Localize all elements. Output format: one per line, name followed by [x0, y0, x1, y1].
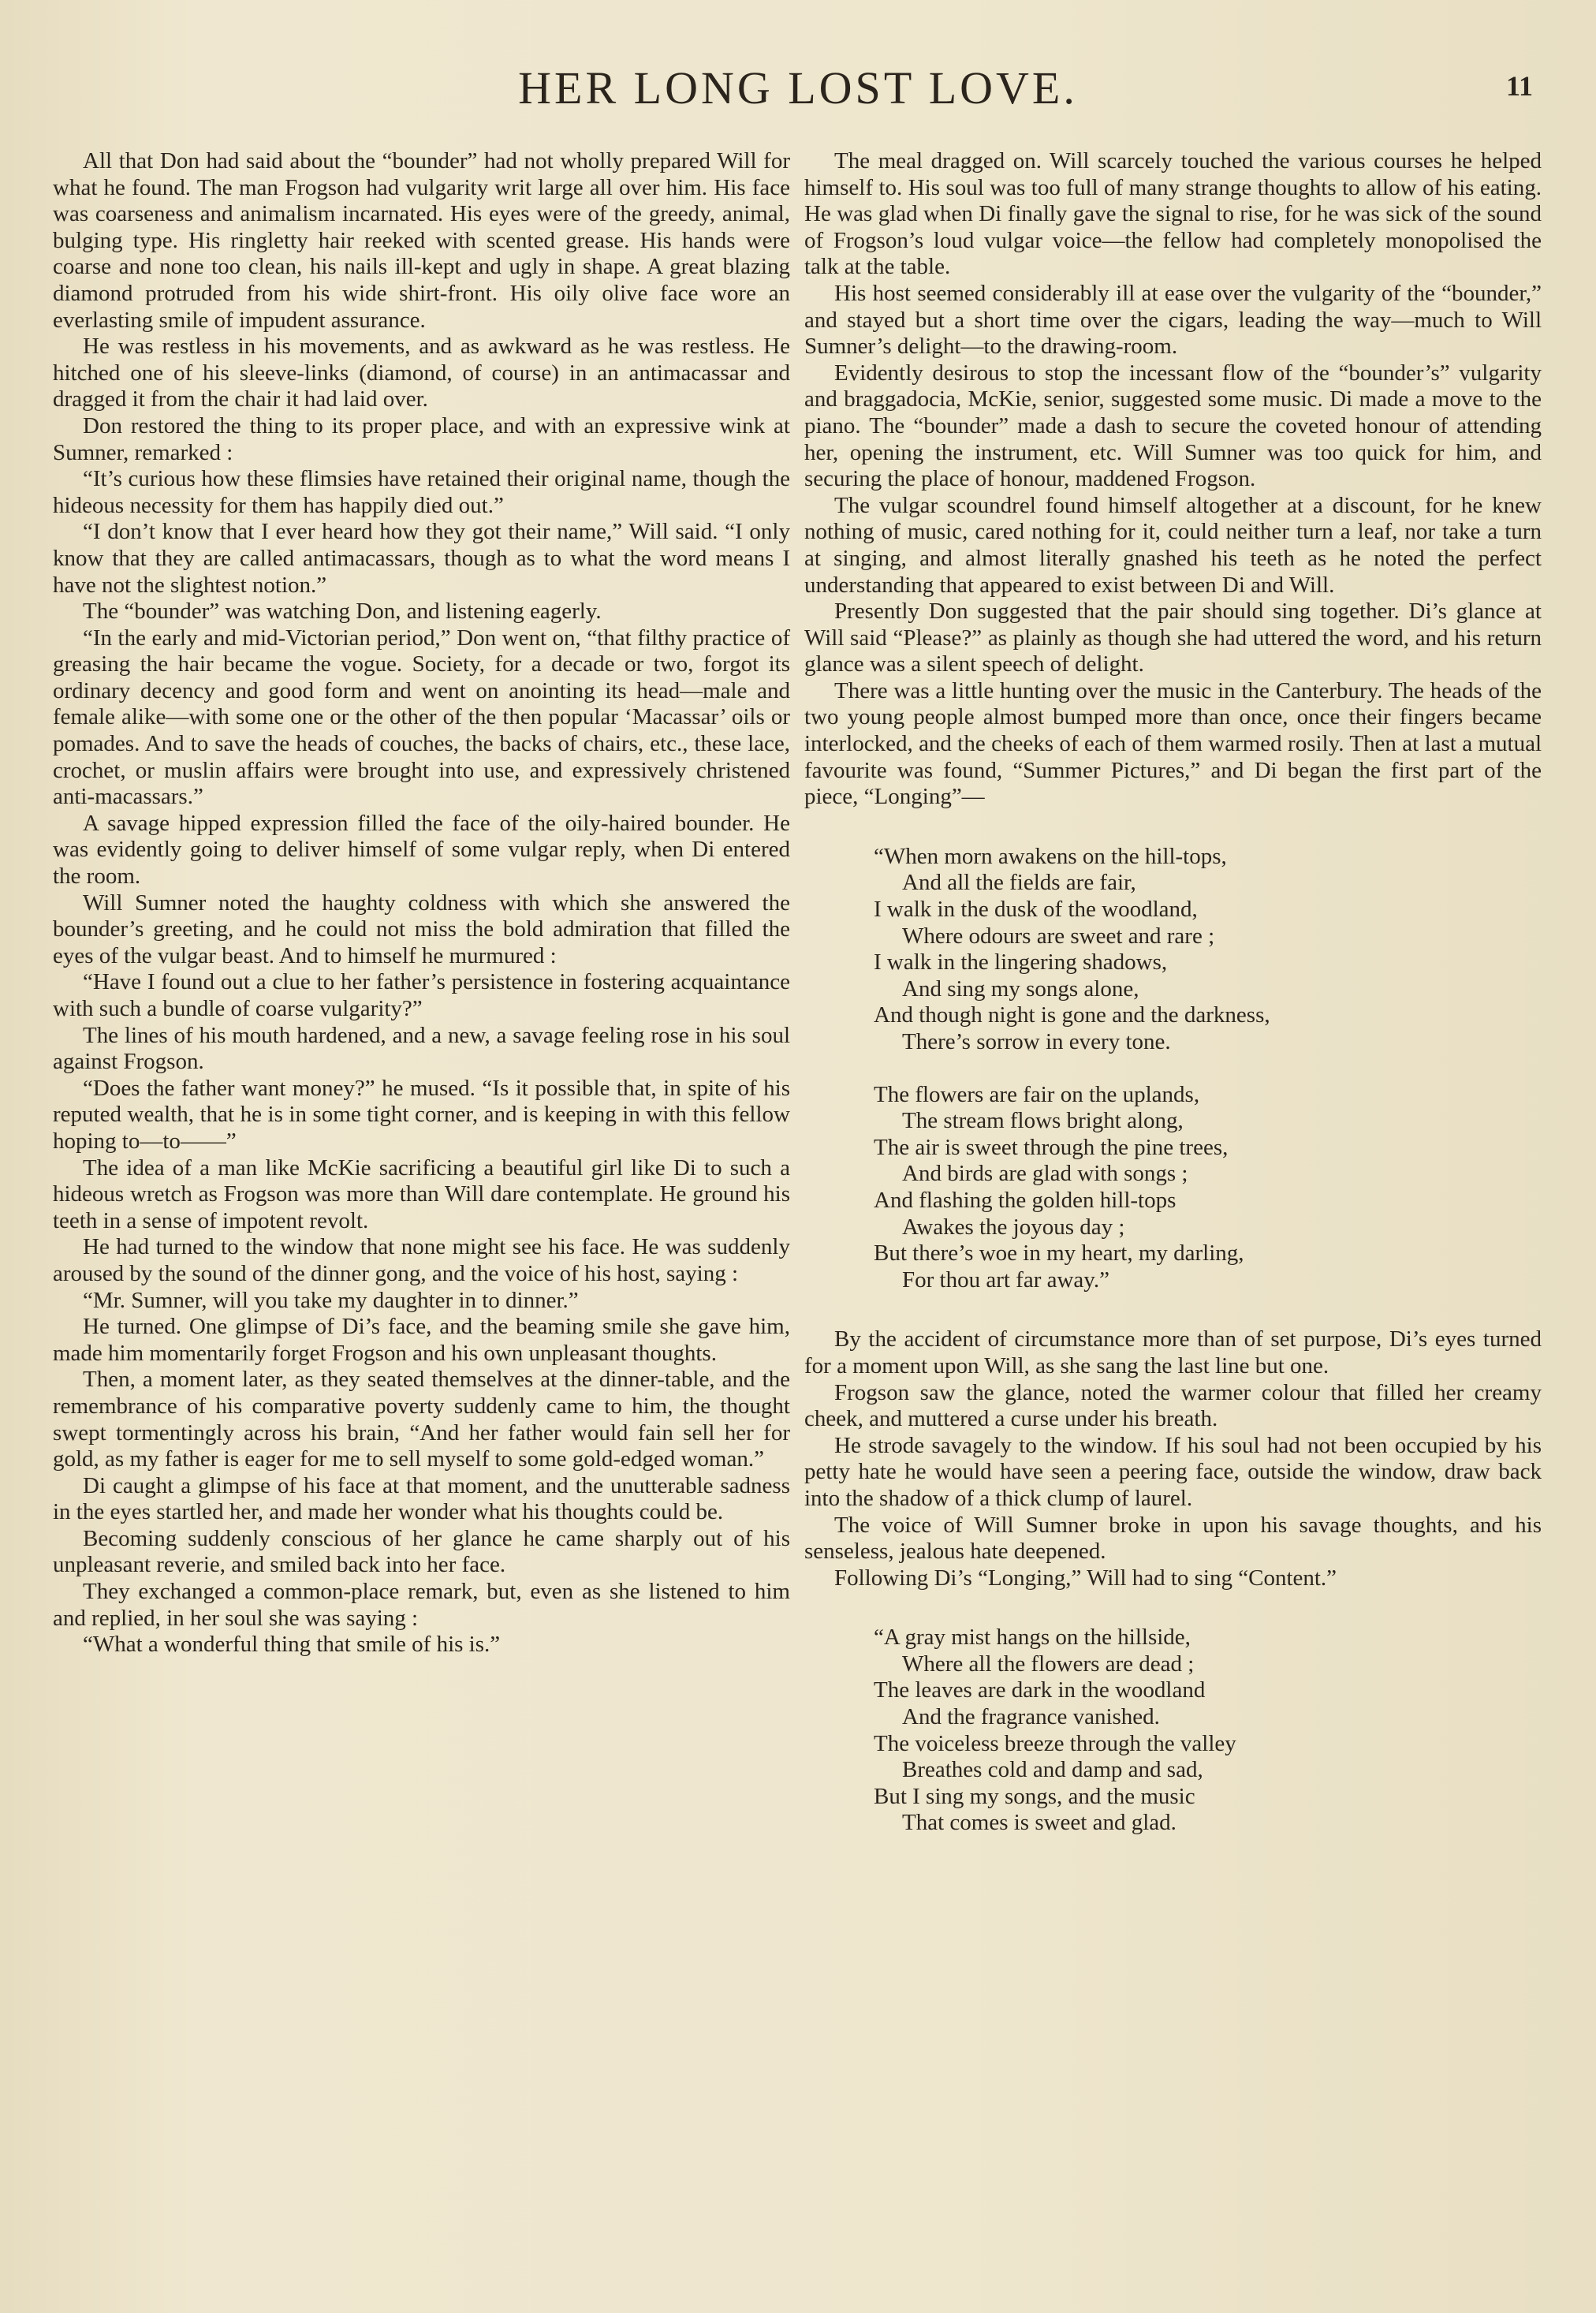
right-column: [804, 148, 1542, 1870]
poem-line: But I sing my songs, and the music: [874, 1783, 1195, 1809]
paragraph: “In the early and mid-Victorian period,” Don went on, “that filthy practice of greasing the hair became the vogue. Society, for a decade or two, forgot its ordinary decency and good form and went on anointing its head—male and female alike—with some one or the other of the then popular ‘Macassar’ oils or pomades. And to save the heads of couches, the backs of chairs, etc., these lace, crochet, or muslin affairs were brought into use, and expressively christened anti-macassars.”: [53, 625, 790, 810]
poem-line: The flowers are fair on the uplands,: [874, 1081, 1200, 1107]
poem-line: There’s sorrow in every tone.: [902, 1029, 1171, 1054]
paragraph: Will Sumner noted the haughty coldness with which she answered the bounder’s greeting, and he could not miss the bold admiration that filled the eyes of the vulgar beast. And to himself he murmured :: [53, 890, 790, 968]
paragraph: “Have I found out a clue to her father’s persistence in fostering acquaintance with such a bundle of coarse vulgarity?”: [53, 969, 790, 1021]
poem-line: Where odours are sweet and rare ;: [902, 923, 1215, 949]
page-header: [0, 62, 1596, 125]
paragraph: “Does the father want money?” he mused. “Is it possible that, in spite of his reputed wealth, that he is in some tight corner, and is keeping in with this fellow hoping to—to——”: [53, 1075, 790, 1154]
poem-line: But there’s woe in my heart, my darling,: [874, 1240, 1244, 1267]
poem-stanza: [874, 1625, 1542, 1837]
poem-line: “When morn awakens on the hill-tops,: [874, 843, 1227, 869]
poem-line: That comes is sweet and glad.: [902, 1810, 1176, 1836]
poem-line: “A gray mist hangs on the hillside,: [874, 1625, 1191, 1651]
paragraph: He was restless in his movements, and as awkward as he was restless. He hitched one of his sleeve-links (diamond, of course) in an antimacassar and dragged it from the chair it had laid over.: [53, 334, 790, 412]
paragraph: “I don’t know that I ever heard how they got their name,” Will said. “I only know that they are called antimacassars, though as to what the word means I have not the slightest notion.”: [53, 519, 790, 598]
paragraph: All that Don had said about the “bounder” had not wholly prepared Will for what he found. The man Frogson had vulgarity writ large all over him. His face was coarseness and animalism incarnated. His eyes were of the greedy, animal, bulging type. His ringletty hair reeked with scented grease. His hands were coarse and none too clean, his nails ill-kept and ugly in shape. A great blazing diamond protruded from his wide shirt-front. His oily olive face wore an everlasting smile of impudent assurance.: [53, 148, 790, 333]
paragraph: His host seemed considerably ill at ease over the vulgarity of the “bounder,” and stayed but a short time over the cigars, leading the way—much to Will Sumner’s delight—to the drawing-room.: [804, 280, 1542, 360]
paragraph: They exchanged a common-place remark, but, even as she listened to him and replied, in her soul she was saying :: [53, 1579, 790, 1631]
poem-line: The air is sweet through the pine trees,: [874, 1134, 1229, 1160]
paragraph: The vulgar scoundrel found himself altogether at a discount, for he knew nothing of music, cared nothing for it, could neither turn a leaf, nor take a turn at singing, and almost literally gnashed his teeth as he noted the perfect understanding that appeared to exist between Di and Will.: [804, 492, 1542, 598]
poem-line: And flashing the golden hill-tops: [874, 1187, 1176, 1213]
poem-line: I walk in the dusk of the woodland,: [874, 897, 1198, 923]
poem-line: Awakes the joyous day ;: [902, 1214, 1125, 1240]
poem-line: I walk in the lingering shadows,: [874, 949, 1168, 976]
paragraph: Presently Don suggested that the pair should sing together. Di’s glance at Will said “Please?” as plainly as though she had uttered the word, and his return glance was a silent speech of delight.: [804, 599, 1542, 677]
paragraph: The meal dragged on. Will scarcely touched the various courses he helped himself to. His soul was too full of many strange thoughts to allow of his eating. He was glad when Di finally gave the signal to rise, for he was sick of the sound of Frogson’s loud vulgar voice—the fellow had completely monopolised the talk at the table.: [804, 148, 1542, 280]
poem-line: And sing my songs alone,: [902, 976, 1139, 1002]
paragraph: “What a wonderful thing that smile of his is.”: [83, 1632, 501, 1658]
paragraph: Becoming suddenly conscious of her glance he came sharply out of his unpleasant reverie, and smiled back into her face.: [53, 1525, 790, 1578]
paragraph: Then, a moment later, as they seated themselves at the dinner-table, and the remembrance of his comparative poverty suddenly came to him, the thought swept tormentingly across his brain, “And her father would fain sell her for gold, as my father is eager for me to sell myself to some gold-edged woman.”: [53, 1367, 790, 1472]
paragraph: The lines of his mouth hardened, and a new, a savage feeling rose in his soul against Frogson.: [53, 1022, 790, 1075]
paragraph: Don restored the thing to its proper place, and with an expressive wink at Sumner, remarked :: [53, 412, 790, 465]
paragraph: “Mr. Sumner, will you take my daughter in to dinner.”: [83, 1287, 579, 1313]
paragraph: Evidently desirous to stop the incessant flow of the “bounder’s” vulgarity and braggadocia, McKie, senior, suggested some music. Di made a move to the piano. The “bounder” made a dash to secure the coveted honour of attending her, opening the instrument, etc. Will Sumner was too quick for him, and securing the place of honour, maddened Frogson.: [804, 360, 1542, 492]
poem-line: The stream flows bright along,: [902, 1108, 1184, 1134]
poem-line: Breathes cold and damp and sad,: [902, 1757, 1203, 1783]
paragraph: He turned. One glimpse of Di’s face, and the beaming smile she gave him, made him momentarily forget Frogson and his own unpleasant thoughts.: [53, 1314, 790, 1366]
paragraph: There was a little hunting over the music in the Canterbury. The heads of the two young people almost bumped more than once, once their fingers became interlocked, and the cheeks of each of them warmed rosily. Then at last a mutual favourite was found, “Summer Pictures,” and Di began the first part of the piece, “Longing”—: [804, 677, 1542, 810]
poem-line: And all the fields are fair,: [902, 870, 1136, 896]
paragraph: He strode savagely to the window. If his soul had not been occupied by his petty hate he would have seen a peering face, outside the window, draw back into the shadow of a thick clump of laurel.: [804, 1432, 1542, 1511]
paragraph: The “bounder” was watching Don, and listening eagerly.: [83, 599, 602, 625]
paragraph: The idea of a man like McKie sacrificing a beautiful girl like Di to such a hideous wretch as Frogson was more than Will dare contemplate. He ground his teeth in a sense of impotent revolt.: [53, 1155, 790, 1233]
paragraph: He had turned to the window that none might see his face. He was suddenly aroused by the sound of the dinner gong, and the voice of his host, saying :: [53, 1234, 790, 1286]
poem-line: And though night is gone and the darkness,: [874, 1002, 1270, 1028]
poem-line: The voiceless breeze through the valley: [874, 1730, 1236, 1756]
poem-content: [874, 1625, 1542, 1837]
poem-line: For thou art far away.”: [902, 1267, 1110, 1293]
left-column: [53, 148, 790, 1658]
paragraph: Following Di’s “Longing,” Will had to sing “Content.”: [834, 1565, 1337, 1591]
paragraph: Di caught a glimpse of his face at that moment, and the unutterable sadness in the eyes startled her, and made her wonder what his thoughts could be.: [53, 1472, 790, 1525]
poem-stanza: [874, 844, 1542, 1056]
poem-line: Where all the flowers are dead ;: [902, 1651, 1195, 1677]
paragraph: “It’s curious how these flimsies have retained their original name, though the hideous necessity for them has happily died out.”: [53, 466, 790, 518]
poem-line: And the fragrance vanished.: [902, 1704, 1160, 1730]
page-title: HER LONG LOST LOVE.: [518, 62, 1078, 114]
poem-line: The leaves are dark in the woodland: [874, 1677, 1206, 1703]
poem-stanza: [874, 1082, 1542, 1294]
page-number: 11: [1505, 70, 1533, 102]
paragraph: A savage hipped expression filled the face of the oily-haired bounder. He was evidently going to deliver himself of some vulgar reply, when Di entered the room.: [53, 810, 790, 890]
poem-longing: [874, 844, 1542, 1294]
paragraph: Frogson saw the glance, noted the warmer colour that filled her creamy cheek, and muttered a curse under his breath.: [804, 1379, 1542, 1432]
paragraph: The voice of Will Sumner broke in upon his savage thoughts, and his senseless, jealous hate deepened.: [804, 1512, 1542, 1565]
paragraph: By the accident of circumstance more than of set purpose, Di’s eyes turned for a moment upon Will, as she sang the last line but one.: [804, 1326, 1542, 1378]
poem-line: And birds are glad with songs ;: [902, 1161, 1188, 1187]
